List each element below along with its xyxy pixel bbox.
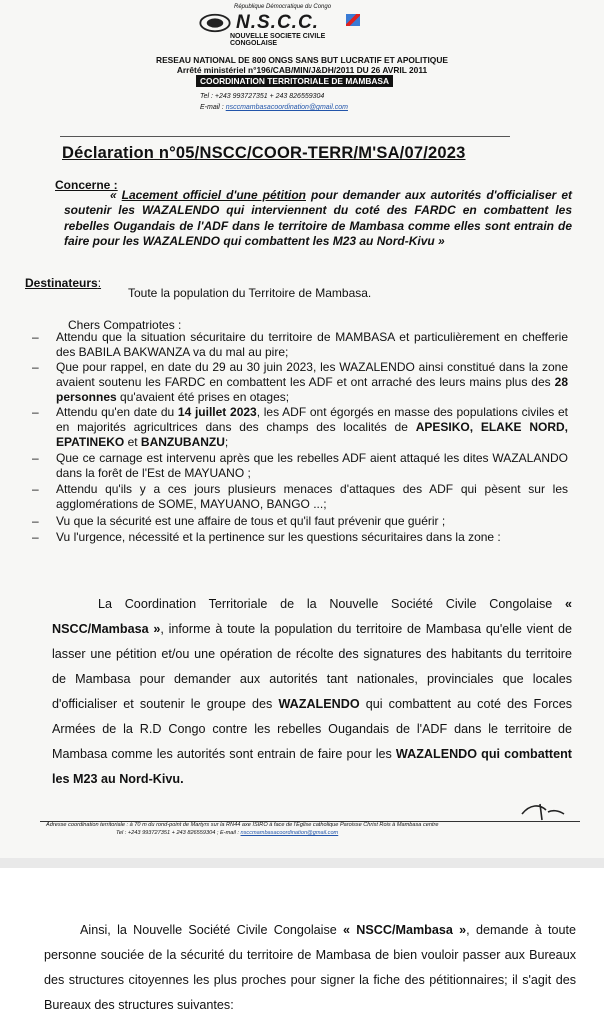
list-item: – Que ce carnage est intervenu après que les rebelles ADF aient attaqué les dites WAZALANDO dans la forêt de l'Est de MAYUANO ; (32, 451, 568, 480)
concerne-lead: Lacement officiel d'une pétition (121, 188, 306, 202)
header-email (200, 104, 348, 111)
decree-line: Arrêté ministériel n°196/CAB/MIN/J&DH/2011 DU 26 AVRIL 2011 (176, 65, 428, 75)
destinataires-label: Destinateurs: (25, 276, 102, 290)
second-page-paragraph: Ainsi, la Nouvelle Société Civile Congolaise « NSCC/Mambasa », demande à toute personne souciée de la sécurité du territoire de Mambasa de bien vouloir passer aux Bureaux des structures citoyennes les plus proches pour signer la fiche des pétitionnaires; il s'agit des Bureaux des structures suivantes: (44, 923, 577, 1012)
declaration-title: Déclaration n°05/NSCC/COOR-TERR/M'SA/07/2023 (62, 144, 466, 162)
destinataires-text: Toute la population du Territoire de Mambasa. (128, 286, 372, 300)
header-tel: Tel : +243 993727351 + 243 826559304 (200, 93, 325, 100)
emblem-icon (198, 12, 232, 34)
org-full-name: NOUVELLE SOCIETE CIVILE CONGOLAISE (230, 33, 326, 47)
network-line: RESEAU NATIONAL DE 800 ONGS SANS BUT LUCRATIF ET APOLITIQUE (156, 55, 448, 65)
email-link[interactable]: nsccmambasacoordination@gmail.com (225, 104, 348, 111)
org-short-name: N.S.C.C. (236, 12, 319, 33)
republic-label: République Démocratique du Congo (234, 4, 332, 10)
list-item: – Vu l'urgence, nécessité et la pertinence sur les questions sécuritaires dans la zone : (32, 530, 501, 544)
list-item: – Attendu que la situation sécuritaire du territoire de MAMBASA et particulièrement en chefferie des BABILA BAKWANZA va du mal au pire; (32, 330, 568, 359)
greeting: Chers Compatriotes : (68, 318, 182, 332)
email-label: E-mail : (200, 104, 224, 111)
concerne-label: Concerne : (55, 178, 118, 192)
list-item: – Que pour rappel, en date du 29 au 30 juin 2023, les WAZALENDO ainsi constitué dans la zone avaient soutenu les FARDC en combattent les ADF et ont arraché des leurs mains plus des 28 personnes qu'avaient été prises en otages; (32, 360, 568, 404)
main-paragraph: La Coordination Territoriale de la Nouvelle Société Civile Congolaise « NSCC/Mambasa », informe à toute la population du territoire de Mambasa qu'elle vient de lasser une pétition et/ou une opération de récolte des signatures des habitants du territoire de Mambasa pour demander aux autorités tant nationales, provinciales que locales d'officialiser et soutenir le groupe des WAZALENDO qui combattent au coté des Forces Armées de la R.D Congo contre les rebelles Ougandais de l'ADF dans le territoire de Mambasa comme les autorités sont entrain de faire pour les WAZALENDO qui combattent les M23 au Nord-Kivu. (52, 597, 572, 786)
flag-icon (346, 14, 360, 26)
nscc-logo (196, 4, 366, 47)
list-item: – Attendu qu'ils y a ces jours plusieurs menaces d'attaques des ADF qui pèsent sur les agglomérations de SOME, MAYUANO, BANGO ...; (32, 482, 568, 511)
footer-address: Adresse coordination territoriale : à 70 m du rond-point de Martyrs sur la RN44 axe ISIRO à face de l'Eglise catholique Paroisse Christ Rois à Mambasa centre (46, 822, 439, 828)
concerne-text: « Lacement officiel d'une pétition pour demander aux autorités d'officialiser et soutenir les WAZALENDO qui interviennent du coté des FARDC en combattent les rebelles Ougandais de l'ADF dans le territoire de Mambasa comme elles sont entrain de faire pour les WAZALENDO qui combattent les M23 au Nord-Kivu » (64, 188, 572, 249)
signature-mark (520, 800, 568, 822)
list-item: – Vu que la sécurité est une affaire de tous et qu'il faut prévenir que guérir ; (32, 514, 446, 528)
list-item: – Attendu qu'en date du 14 juillet 2023, les ADF ont égorgés en masse des populations civiles et en majorités agricultrices dans des champs des localités de APESIKO, ELAKE NORD, EPATINEKO et BANZUBANZU; (32, 405, 568, 449)
header-divider (60, 136, 510, 137)
footer-email-link[interactable]: nsccmambasacoordination@gmail.com (240, 830, 339, 836)
footer-contacts: Tel : +243 993727351 + 243 826559304 ; E-mail : nsccmambasacoordination@gmail.com (116, 830, 339, 836)
coordination-banner: COORDINATION TERRITORIALE DE MAMBASA (196, 75, 393, 87)
